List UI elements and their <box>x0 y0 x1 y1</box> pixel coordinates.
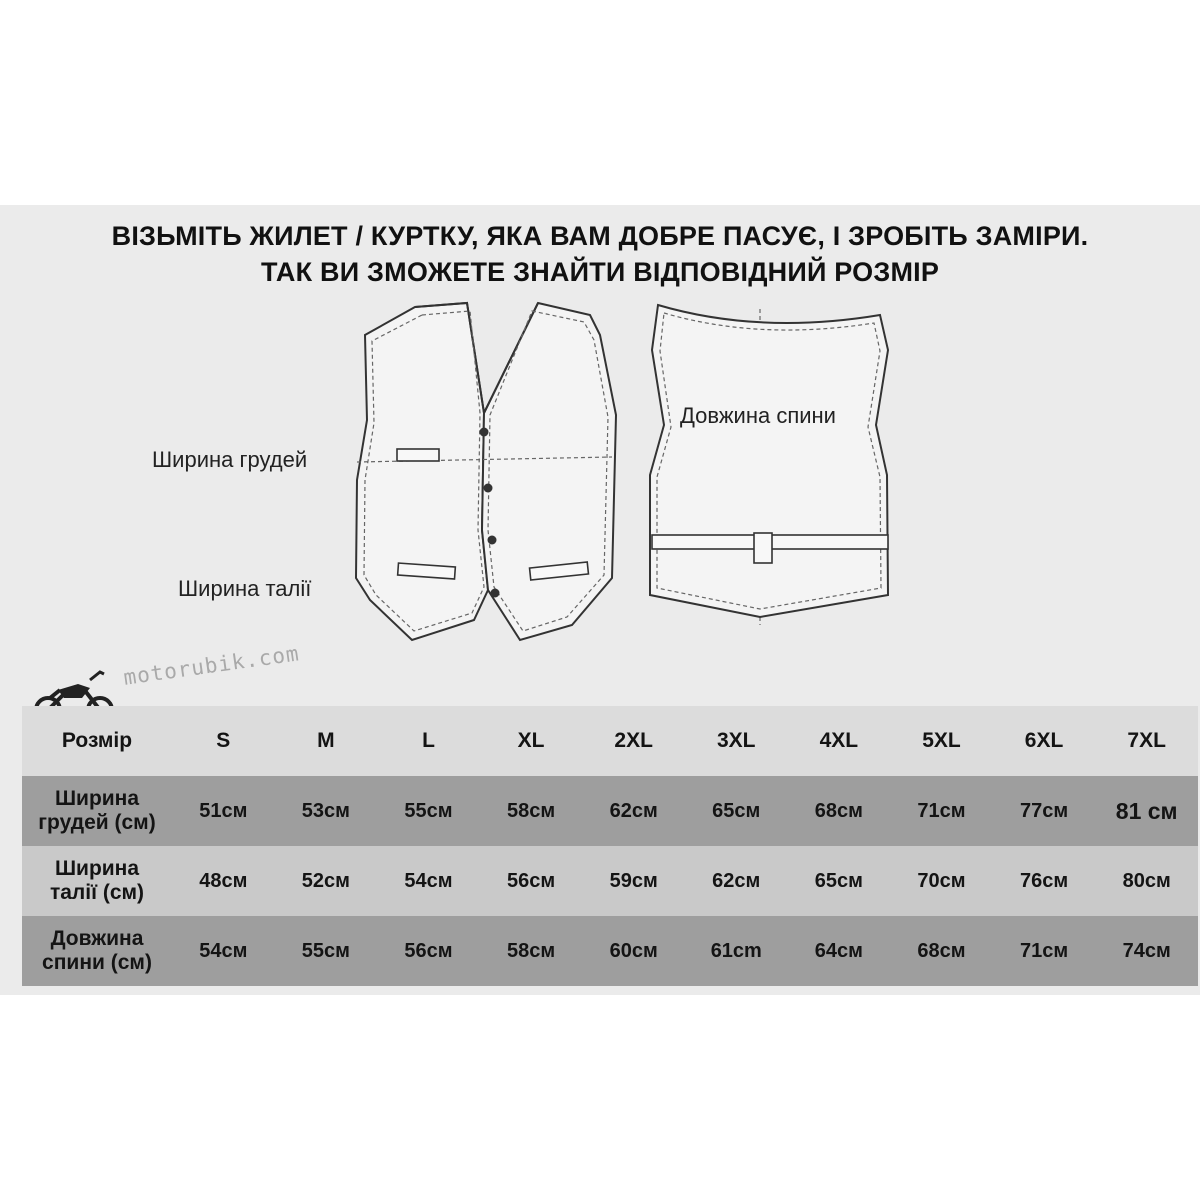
table-cell: 51см <box>199 799 248 822</box>
table-cell: 65см <box>814 869 863 892</box>
size-header-cell: M <box>317 729 335 752</box>
row-label-line: грудей (см) <box>38 811 156 834</box>
table-cell: 71см <box>917 799 966 822</box>
table-cell: 80см <box>1122 869 1171 892</box>
row-label-back <box>22 916 172 986</box>
table-cell: 55см <box>301 939 350 962</box>
table-cell: 71см <box>1019 939 1069 962</box>
row-label-line: Довжина <box>50 927 144 950</box>
size-header-cell: 2XL <box>614 729 653 752</box>
vest-front <box>356 303 616 640</box>
size-column-header: Розмір <box>61 729 133 752</box>
table-cell: 61cm <box>710 939 762 962</box>
size-header-cell: 7XL <box>1127 729 1166 752</box>
row-label-line: Ширина <box>54 857 140 880</box>
table-cell: 56см <box>506 869 556 892</box>
table-row-back <box>22 916 1198 986</box>
table-cell: 58см <box>506 799 556 822</box>
table-cell: 68см <box>814 799 863 822</box>
table-cell: 74см <box>1122 939 1171 962</box>
size-header-cell: 4XL <box>819 729 859 752</box>
watermark: motorubik.com <box>122 641 301 690</box>
vest-back <box>650 305 888 617</box>
table-cell: 68см <box>917 939 966 962</box>
table-row-waist <box>22 846 1198 916</box>
size-header-cell: S <box>216 729 231 752</box>
table-cell: 54см <box>199 939 248 962</box>
heading-line-2: ТАК ВИ ЗМОЖЕТЕ ЗНАЙТИ ВІДПОВІДНИЙ РОЗМІР <box>260 257 940 287</box>
table-cell: 70см <box>917 869 966 892</box>
size-header-cell: 3XL <box>717 729 756 752</box>
size-header-cell: L <box>422 729 435 752</box>
row-label-chest <box>22 776 172 846</box>
table-cell: 56см <box>404 939 453 962</box>
size-header-cell: 6XL <box>1024 729 1064 752</box>
table-cell: 81 см <box>1115 797 1178 824</box>
table-cell: 52см <box>301 869 350 892</box>
table-cell: 65см <box>712 799 761 822</box>
row-label-waist <box>22 846 172 916</box>
waist-width-label: Ширина талії <box>178 576 312 601</box>
table-cell: 77см <box>1019 799 1069 822</box>
table-cell: 55см <box>404 799 453 822</box>
table-cell: 62см <box>712 869 761 892</box>
back-length-label: Довжина спини <box>680 403 836 428</box>
size-table <box>22 706 1198 986</box>
row-label-line: спини (см) <box>42 951 152 974</box>
table-cell: 76см <box>1019 869 1069 892</box>
table-header-row <box>22 706 1198 776</box>
heading-line-1: ВІЗЬМІТЬ ЖИЛЕТ / КУРТКУ, ЯКА ВАМ ДОБРЕ ПАСУЄ, І ЗРОБІТЬ ЗАМІРИ. <box>111 221 1089 251</box>
table-row-chest <box>22 776 1198 846</box>
row-label-line: талії (см) <box>49 881 145 904</box>
row-label-line: Ширина <box>54 787 140 810</box>
table-cell: 48см <box>199 869 248 892</box>
table-cell: 64см <box>814 939 863 962</box>
table-cell: 54см <box>404 869 453 892</box>
table-cell: 60см <box>609 939 658 962</box>
table-cell: 62см <box>609 799 658 822</box>
chest-width-label: Ширина грудей <box>152 447 308 472</box>
table-cell: 58см <box>506 939 556 962</box>
page-heading <box>0 218 1200 290</box>
size-header-cell: 5XL <box>922 729 961 752</box>
size-header-cell: XL <box>517 729 545 752</box>
table-cell: 53см <box>301 799 350 822</box>
table-cell: 59см <box>609 869 658 892</box>
